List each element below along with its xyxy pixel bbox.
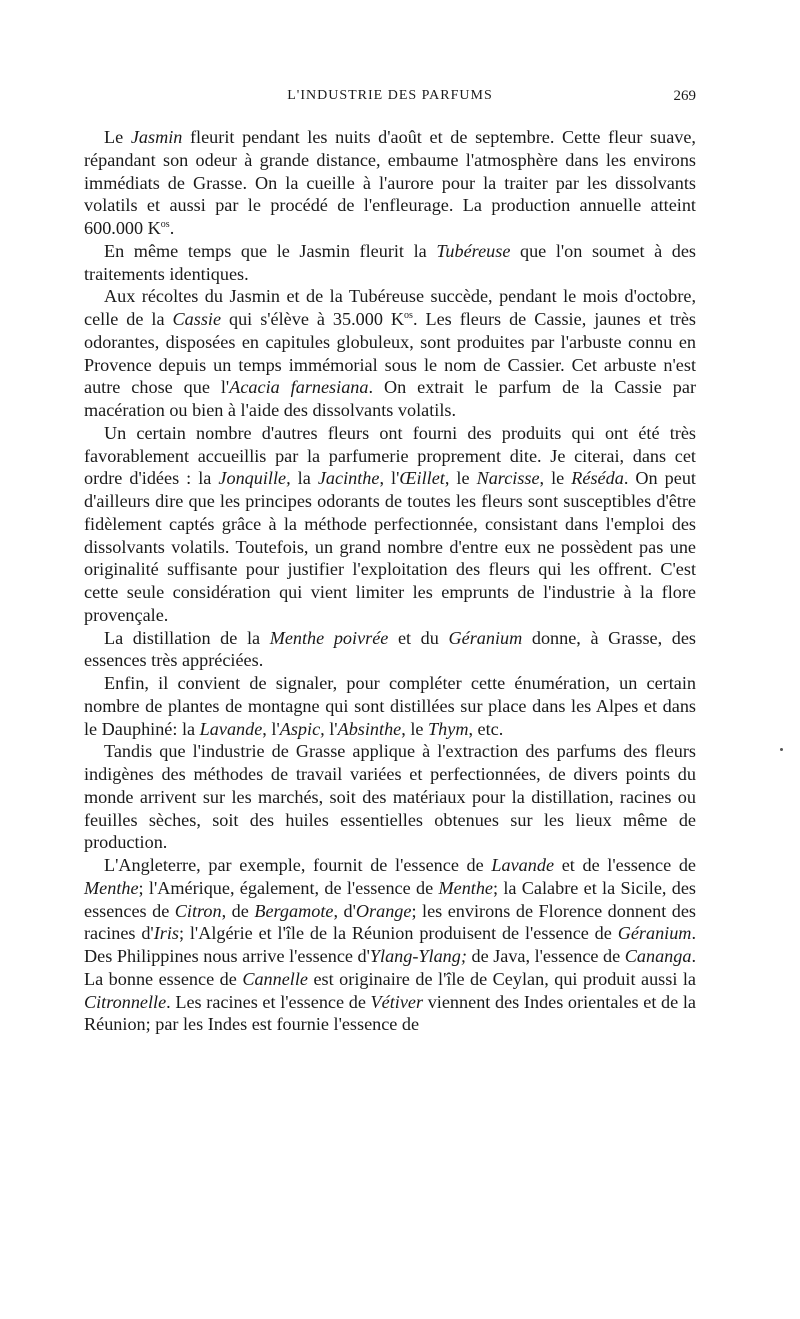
text-run: , d' (333, 900, 356, 921)
text-run: de Java, l'essence de (466, 946, 625, 966)
text-run: ; l'Amérique, également, de l'essence de (138, 877, 439, 898)
italic-term: Jacinthe (317, 468, 380, 489)
text-run: , de (221, 900, 255, 921)
italic-term: Cannelle (242, 968, 308, 989)
italic-term: Vétiver (370, 991, 424, 1012)
italic-term: Réséda (571, 468, 624, 489)
text-run: , le (444, 468, 477, 489)
text-run: En même temps que le Jasmin fleurit la (104, 240, 437, 261)
text-run: , l' (262, 718, 280, 739)
text-run: Tandis que l'industrie de Grasse applique à l'extraction des parfums des fleurs indigènes des méthodes de travail variées et perfectionnées, de divers points du monde arrivent sur les marchés, soit des matériaux pour la distillation, racines ou feuilles sèches, soit des huiles essentielles obtenues sur les lieux même de production. (84, 741, 696, 853)
italic-term: Citronnelle (84, 991, 167, 1012)
text-run: fleurit pendant les nuits d'août et de septembre. Cette fleur suave, répandant son odeur à grande distance, embaume l'atmosphère dans les environs immédiats de Grasse. On la cueille à l'aurore pour la traiter par les dissolvants volatils et aussi par le procédé de l'enfleurage. La production annuelle atteint 600.000 K (84, 127, 696, 238)
italic-term: Orange (355, 900, 412, 921)
italic-term: Cananga (624, 946, 692, 966)
text-run: Enfin, il convient de signaler, pour compléter cette énumération, un certain nombre de plantes de montagne qui sont distillées sur place dans les Alpes et dans le Dauphiné: la (84, 673, 696, 739)
body-text (84, 126, 696, 1036)
italic-term: Lavande (491, 855, 555, 875)
superscript: os (160, 218, 170, 230)
text-run: , le (539, 468, 572, 489)
text-run: que l'on soumet à des traitements identiques. (84, 240, 697, 284)
italic-term: Jasmin (130, 127, 183, 147)
paragraph (84, 740, 696, 854)
italic-term: Géranium (617, 923, 692, 944)
text-run: . Des Philippines nous arrive l'essence d' (84, 923, 696, 966)
paragraph (84, 627, 696, 673)
italic-term: Absinthe (337, 718, 402, 739)
italic-term: Géranium (448, 627, 523, 648)
italic-term: Menthe (84, 877, 139, 898)
text-run: l' (324, 718, 338, 739)
margin-mark (780, 748, 783, 751)
italic-term: Œillet (399, 468, 445, 489)
text-run: est originaire de l'île de Ceylan, qui produit aussi la (307, 968, 696, 989)
italic-term: Lavande (199, 718, 263, 739)
paragraph (84, 126, 696, 240)
text-run: . Les fleurs de Cassie, jaunes et très odorantes, disposées en capitules globuleux, sont produites par l'arbuste connu en Provence depuis un temps immémorial sous le nom de Cassier. Cet arbuste n'est autre chose que l' (84, 309, 696, 398)
italic-term: Acacia farnesiana (229, 377, 369, 398)
italic-term: Jonquille, (218, 468, 291, 489)
text-run: L'Angleterre, par exemple, fournit de l'essence de (104, 855, 492, 875)
text-run: ; la Calabre et la Sicile, des essences de (84, 877, 696, 921)
paragraph (84, 285, 696, 422)
italic-term: Bergamote (254, 900, 334, 921)
text-run: . La bonne essence de (84, 946, 696, 989)
italic-term: Thym (428, 718, 469, 739)
text-run: , etc. (468, 718, 504, 739)
italic-term: Aspic, (279, 718, 325, 739)
paragraph (84, 240, 696, 286)
text-run: Aux récoltes du Jasmin et de la Tubéreuse succède, pendant le mois d'octobre, celle de la (84, 286, 696, 329)
text-run: et de l'essence de (554, 855, 696, 875)
text-run: . (169, 218, 175, 238)
text-run: . On peut d'ailleurs dire que les principes odorants de toutes les fleurs sont susceptibles d'être fidèlement captés grâce à la méthode perfectionnée, consistant dans l'emploi des dissolvants volatils. Toutefois, un grand nombre d'entre eux ne possèdent pas une originalité suffisante pour justifier l'exploitation des fleurs qui les offrent. C'est cette seule considération qui vient limiter les emprunts de l'industrie à la flore provençale. (84, 468, 696, 625)
text-run: . Les racines et l'essence de (166, 991, 371, 1012)
page-number: 269 (673, 88, 696, 104)
italic-term: Menthe poivrée (269, 627, 389, 648)
superscript: os (404, 309, 413, 321)
running-title: L'INDUSTRIE DES PARFUMS (287, 88, 493, 103)
text-run: donne, à Grasse, des essences très appréciées. (84, 627, 696, 671)
italic-term: Ylang-Ylang; (369, 946, 467, 966)
paragraph (84, 422, 696, 627)
italic-term: Cassie (172, 309, 222, 329)
text-run: viennent des Indes orientales et de la Réunion; par les Indes est fournie l'essence de (84, 991, 696, 1035)
text-run: , l' (379, 468, 400, 489)
italic-term: Menthe (438, 877, 494, 898)
text-run: La distillation de la (104, 627, 270, 648)
text-run: qui s'élève à 35.000 K (221, 309, 405, 329)
italic-term: Citron (174, 900, 222, 921)
text-run: la (290, 468, 318, 489)
italic-term: Tubéreuse (436, 240, 511, 261)
italic-term: Iris (153, 923, 179, 944)
text-run: et du (388, 627, 449, 648)
paragraph (84, 672, 696, 740)
italic-term: Narcisse (476, 468, 540, 489)
text-run: . On extrait le parfum de la Cassie par macération ou bien à l'aide des dissolvants volatils. (84, 377, 696, 420)
text-run: Le (104, 127, 131, 147)
text-run: Un certain nombre d'autres fleurs ont fourni des produits qui ont été très favorablement accueillis par la parfumerie proprement dite. Je citerai, dans cet ordre d'idées : la (84, 422, 696, 489)
paragraph (84, 854, 696, 1036)
text-run: ; l'Algérie et l'île de la Réunion produisent de l'essence de (178, 923, 618, 944)
text-run: , le (401, 718, 429, 739)
running-head (84, 88, 696, 114)
text-run: ; les environs de Florence donnent des racines d' (84, 900, 696, 944)
